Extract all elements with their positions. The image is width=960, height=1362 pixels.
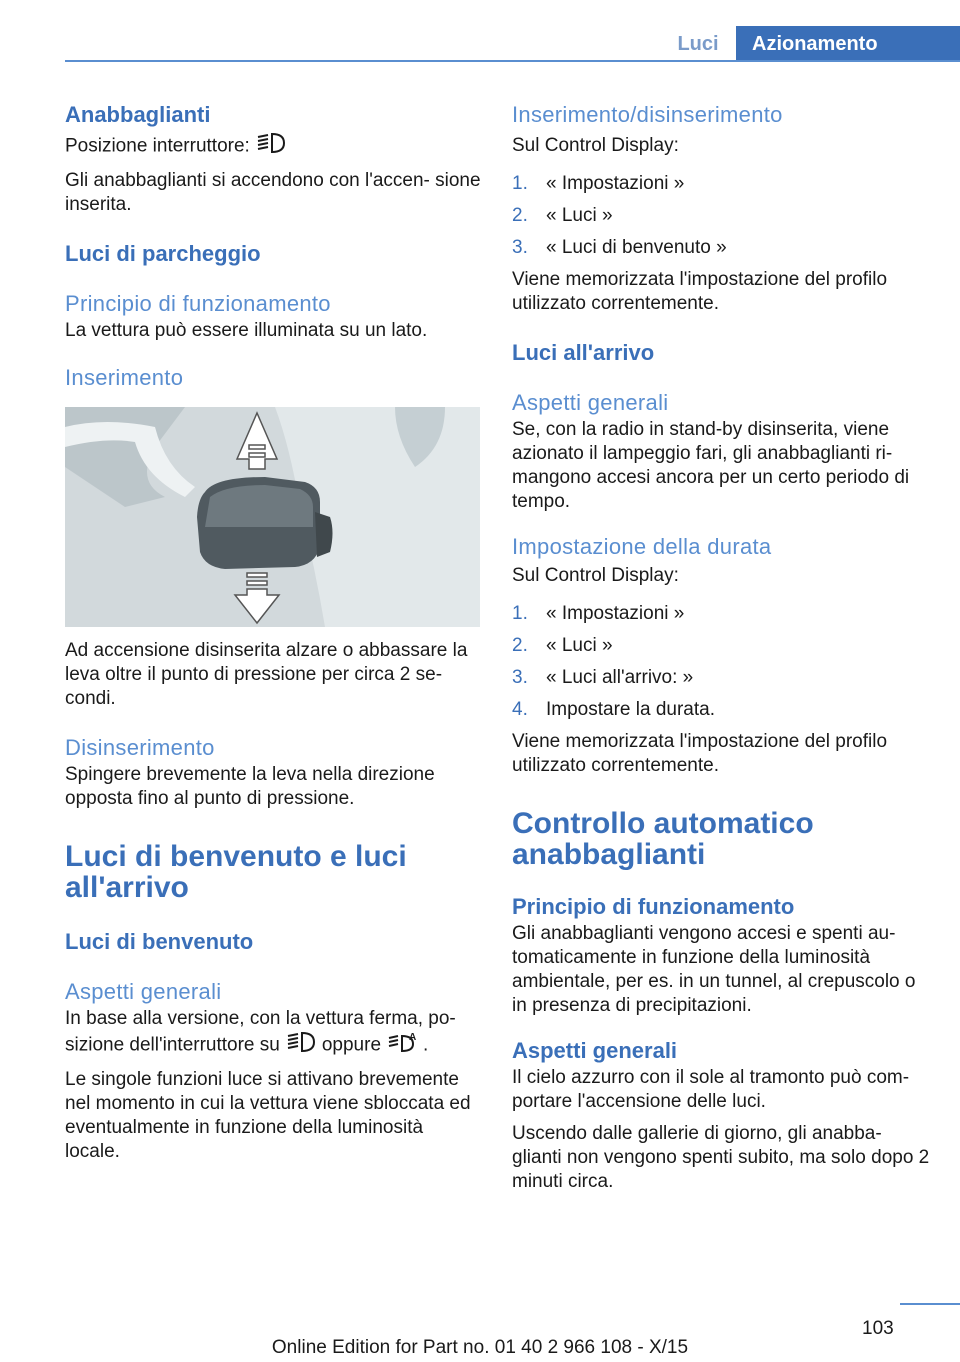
svg-text:A: A bbox=[409, 1032, 417, 1043]
aspetti-text bbox=[65, 1007, 483, 1060]
memorizzata-text-2: Viene memorizzata l'impostazione del profilo utilizzato correntemente. bbox=[512, 731, 888, 776]
durata-heading: Impostazione della durata bbox=[512, 534, 772, 559]
list-item: 3. « Luci all'arrivo: » bbox=[512, 667, 694, 688]
list-item: 2. « Luci » bbox=[512, 205, 613, 226]
list-item: 2. « Luci » bbox=[512, 635, 613, 656]
header-section-tab: Luci bbox=[677, 33, 719, 55]
inserimento-disinserimento-heading: Inserimento/disinserimento bbox=[512, 102, 783, 127]
principio-text-right: Gli anabbaglianti vengono accesi e spenti au- tomaticamente in funzione della luminosità ambientale, per es. in un tunnel, al crepuscolo o in presenza di precipitazioni. bbox=[512, 923, 916, 1016]
disinserimento-text: Spingere brevemente la leva nella direzione opposta fino al punto di pressione. bbox=[65, 764, 435, 809]
edition-footer: Online Edition for Part no. 01 40 2 966 108 - X/15 bbox=[271, 1337, 689, 1358]
list-item: 1. « Impostazioni » bbox=[512, 603, 685, 624]
principio-text: La vettura può essere illuminata su un lato. bbox=[65, 320, 428, 341]
principio-heading-right: Principio di funzionamento bbox=[512, 894, 795, 919]
page-number: 103 bbox=[862, 1318, 894, 1339]
controllo-chapter-heading: Controllo automatico anabbaglianti bbox=[512, 807, 814, 871]
benvenuto-chapter-heading: Luci di benvenuto e luci all'arrivo bbox=[65, 840, 407, 904]
aspetti2-text: Il cielo azzurro con il sole al tramonto può com- portare l'accensione delle luci. bbox=[512, 1067, 910, 1112]
memorizzata-text-1: Viene memorizzata l'impostazione del profilo utilizzato correntemente. bbox=[512, 269, 888, 314]
footer-divider bbox=[900, 1303, 960, 1305]
header-divider bbox=[65, 60, 960, 62]
automatic-headlight-icon bbox=[387, 1031, 417, 1060]
principio-heading: Principio di funzionamento bbox=[65, 291, 331, 316]
aspetti-oppure: oppure bbox=[321, 1034, 382, 1056]
gallerie-text: Uscendo dalle gallerie di giorno, gli anabba- glianti non vengono spenti subito, ma solo dopo 2 minuti circa. bbox=[512, 1123, 930, 1192]
left-column bbox=[65, 100, 483, 1164]
right-column bbox=[512, 100, 932, 1194]
anabbaglianti-heading: Anabbaglianti bbox=[65, 102, 211, 127]
aspetti-text-end: . bbox=[423, 1034, 429, 1056]
aspetti-generali-heading: Aspetti generali bbox=[65, 979, 222, 1004]
list-item: 3. « Luci di benvenuto » bbox=[512, 237, 727, 258]
list-item: 1. « Impostazioni » bbox=[512, 173, 685, 194]
low-beam-headlight-icon bbox=[256, 132, 286, 161]
aspetti-text-a: In base alla versione, con la vettura ferma, po- sizione dell'interruttore su bbox=[65, 1008, 456, 1056]
aspetti-text-right: Se, con la radio in stand-by disinserita, viene azionato il lampeggio fari, gli anabbaglianti ri- mangono accesi ancora per un certo periodo di tempo. bbox=[512, 419, 910, 512]
turn-signal-lever-figure bbox=[65, 407, 480, 627]
aspetti2-heading: Aspetti generali bbox=[512, 1038, 678, 1063]
list-item: 4. Impostare la durata. bbox=[512, 699, 715, 720]
luci-parcheggio-heading: Luci di parcheggio bbox=[65, 241, 261, 266]
posizione-label: Posizione interruttore: bbox=[65, 135, 250, 157]
figure-caption: Ad accensione disinserita alzare o abbassare la leva oltre il punto di pressione per circa 2 se- condi. bbox=[65, 640, 468, 709]
steps-arrivo bbox=[512, 602, 932, 722]
luci-arrivo-heading: Luci all'arrivo bbox=[512, 340, 655, 365]
posizione-line bbox=[65, 132, 483, 161]
aspetti-generali-heading-right: Aspetti generali bbox=[512, 390, 669, 415]
disinserimento-heading: Disinserimento bbox=[65, 735, 215, 760]
low-beam-headlight-icon bbox=[286, 1031, 316, 1060]
sul-control-display-2: Sul Control Display: bbox=[512, 565, 679, 586]
inserimento-heading: Inserimento bbox=[65, 365, 184, 390]
steps-benvenuto bbox=[512, 172, 932, 260]
sul-control-display-1: Sul Control Display: bbox=[512, 135, 679, 156]
anabbaglianti-text: Gli anabbaglianti si accendono con l'accen- sione inserita. bbox=[65, 170, 481, 215]
aspetti-text2: Le singole funzioni luce si attivano brevemente nel momento in cui la vettura viene sbloccata ed eventualmente in funzione della luminosità locale. bbox=[65, 1069, 471, 1162]
luci-benvenuto-heading: Luci di benvenuto bbox=[65, 929, 254, 954]
header-active-tab: Azionamento bbox=[736, 26, 960, 62]
